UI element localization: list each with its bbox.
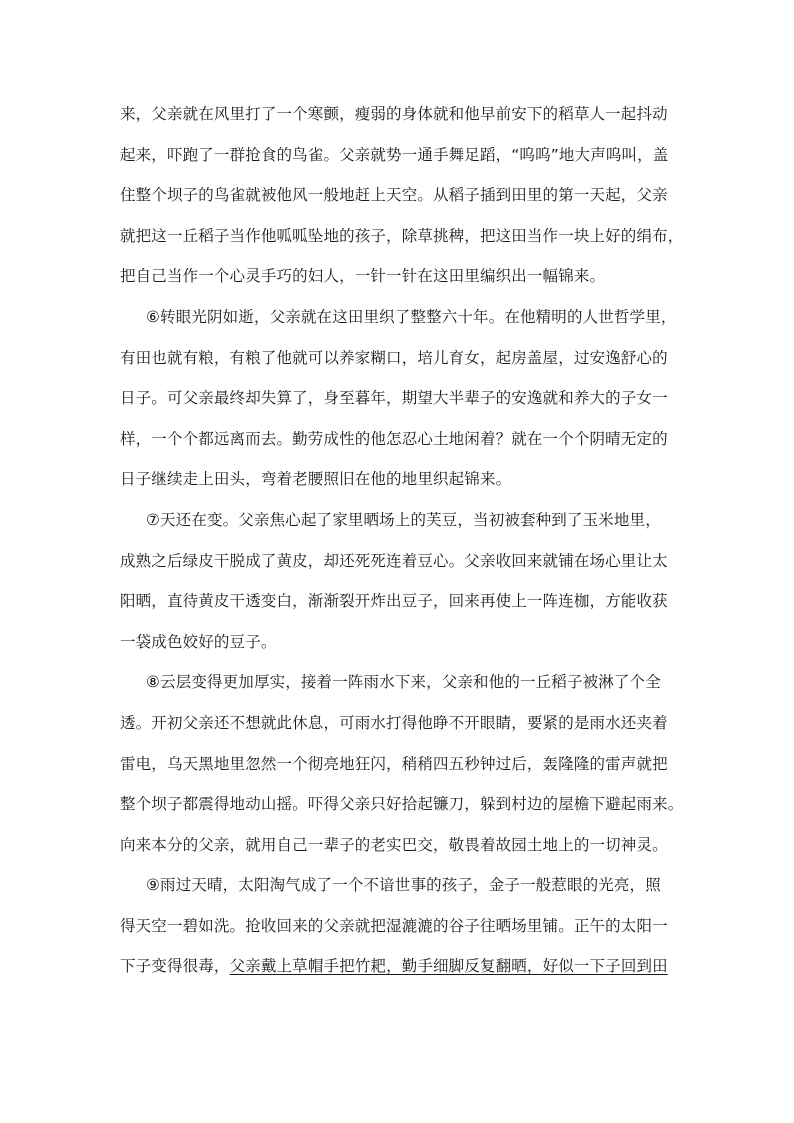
text-line: ⑨雨过天晴，太阳淘气成了一个不谙世事的孩子，金子一般惹眼的光亮，照: [146, 876, 661, 895]
paragraph-8: [120, 662, 684, 865]
text-line: 日子继续走上田头，弯着老腰照旧在他的地里织起锦来。: [120, 470, 512, 489]
text-line: ⑧云层变得更加厚实，接着一阵雨水下来，父亲和他的一丘稻子被淋了个全: [146, 673, 661, 692]
text-line: 样，一个个都远离而去。勤劳成性的他怎忍心土地闲着？就在一个个阴晴无定的: [120, 429, 668, 448]
text-line: 阳晒，直待黄皮干透变白，渐渐裂开炸出豆子，回来再使上一阵连枷，方能收获: [120, 592, 668, 611]
text-line: 透。开初父亲还不想就此休息，可雨水打得他睁不开眼睛，要紧的是雨水还夹着: [120, 713, 668, 732]
paragraph-9: [120, 865, 680, 987]
text-line: 整个坝子都震得地动山摇。吓得父亲只好拾起镰刀，躲到村边的屋檐下避起雨来。: [120, 795, 684, 814]
text-line: 来，父亲就在风里打了一个寒颤，瘦弱的身体就和他早前安下的稻草人一起抖动: [120, 105, 668, 123]
text-segment: 下子变得很毒，: [120, 957, 230, 976]
paragraph-7: [120, 500, 680, 662]
text-line: 雷电，乌天黑地里忽然一个彻亮地狂闪，稍稍四五秒钟过后，轰隆隆的雷声就把: [120, 754, 668, 773]
text-line: 得天空一碧如洗。抢收回来的父亲就把湿漉漉的谷子往晒场里铺。正午的太阳一: [120, 916, 668, 935]
text-line: 住整个坝子的鸟雀就被他风一般地赶上天空。从稻子插到田里的第一天起，父亲: [120, 186, 668, 205]
underlined-sentence: 父亲戴上草帽手把竹耙，勤手细脚反复翻晒，好似一下子回到田: [229, 957, 668, 976]
text-line: ⑥转眼光阴如逝，父亲就在这田里织了整整六十年。在他精明的人世哲学里，: [146, 307, 677, 326]
text-line: 把自己当作一个心灵手巧的妇人，一针一针在这田里编织出一幅锦来。: [120, 267, 606, 286]
article-body: [120, 94, 684, 987]
text-line: ⑦天还在变。父亲焦心起了家里晒场上的芙豆，当初被套种到了玉米地里，: [146, 510, 661, 529]
text-line: [120, 946, 680, 987]
text-line: 向来本分的父亲，就用自己一辈子的老实巴交，敬畏着故园土地上的一切神灵。: [120, 835, 668, 854]
paragraph-continuation: [120, 94, 684, 297]
text-line: 日子。可父亲最终却失算了，身至暮年，期望大半辈子的安逸就和养大的子女一: [120, 389, 668, 408]
text-line: 就把这一丘稻子当作他呱呱坠地的孩子，除草挑稗，把这田当作一块上好的绢布，: [120, 226, 684, 245]
text-line: 起来，吓跑了一群抢食的鸟雀。父亲就势一通手舞足蹈，“呜呜”地大声呜叫，盖: [120, 145, 669, 164]
text-line: 成熟之后绿皮干脱成了黄皮，却还死死连着豆心。父亲收回来就铺在场心里让太: [120, 551, 668, 570]
paragraph-6: [120, 297, 680, 500]
text-line: 一袋成色姣好的豆子。: [120, 632, 277, 651]
text-line: 有田也就有粮，有粮了他就可以养家糊口，培儿育女，起房盖屋，过安逸舒心的: [120, 348, 668, 367]
